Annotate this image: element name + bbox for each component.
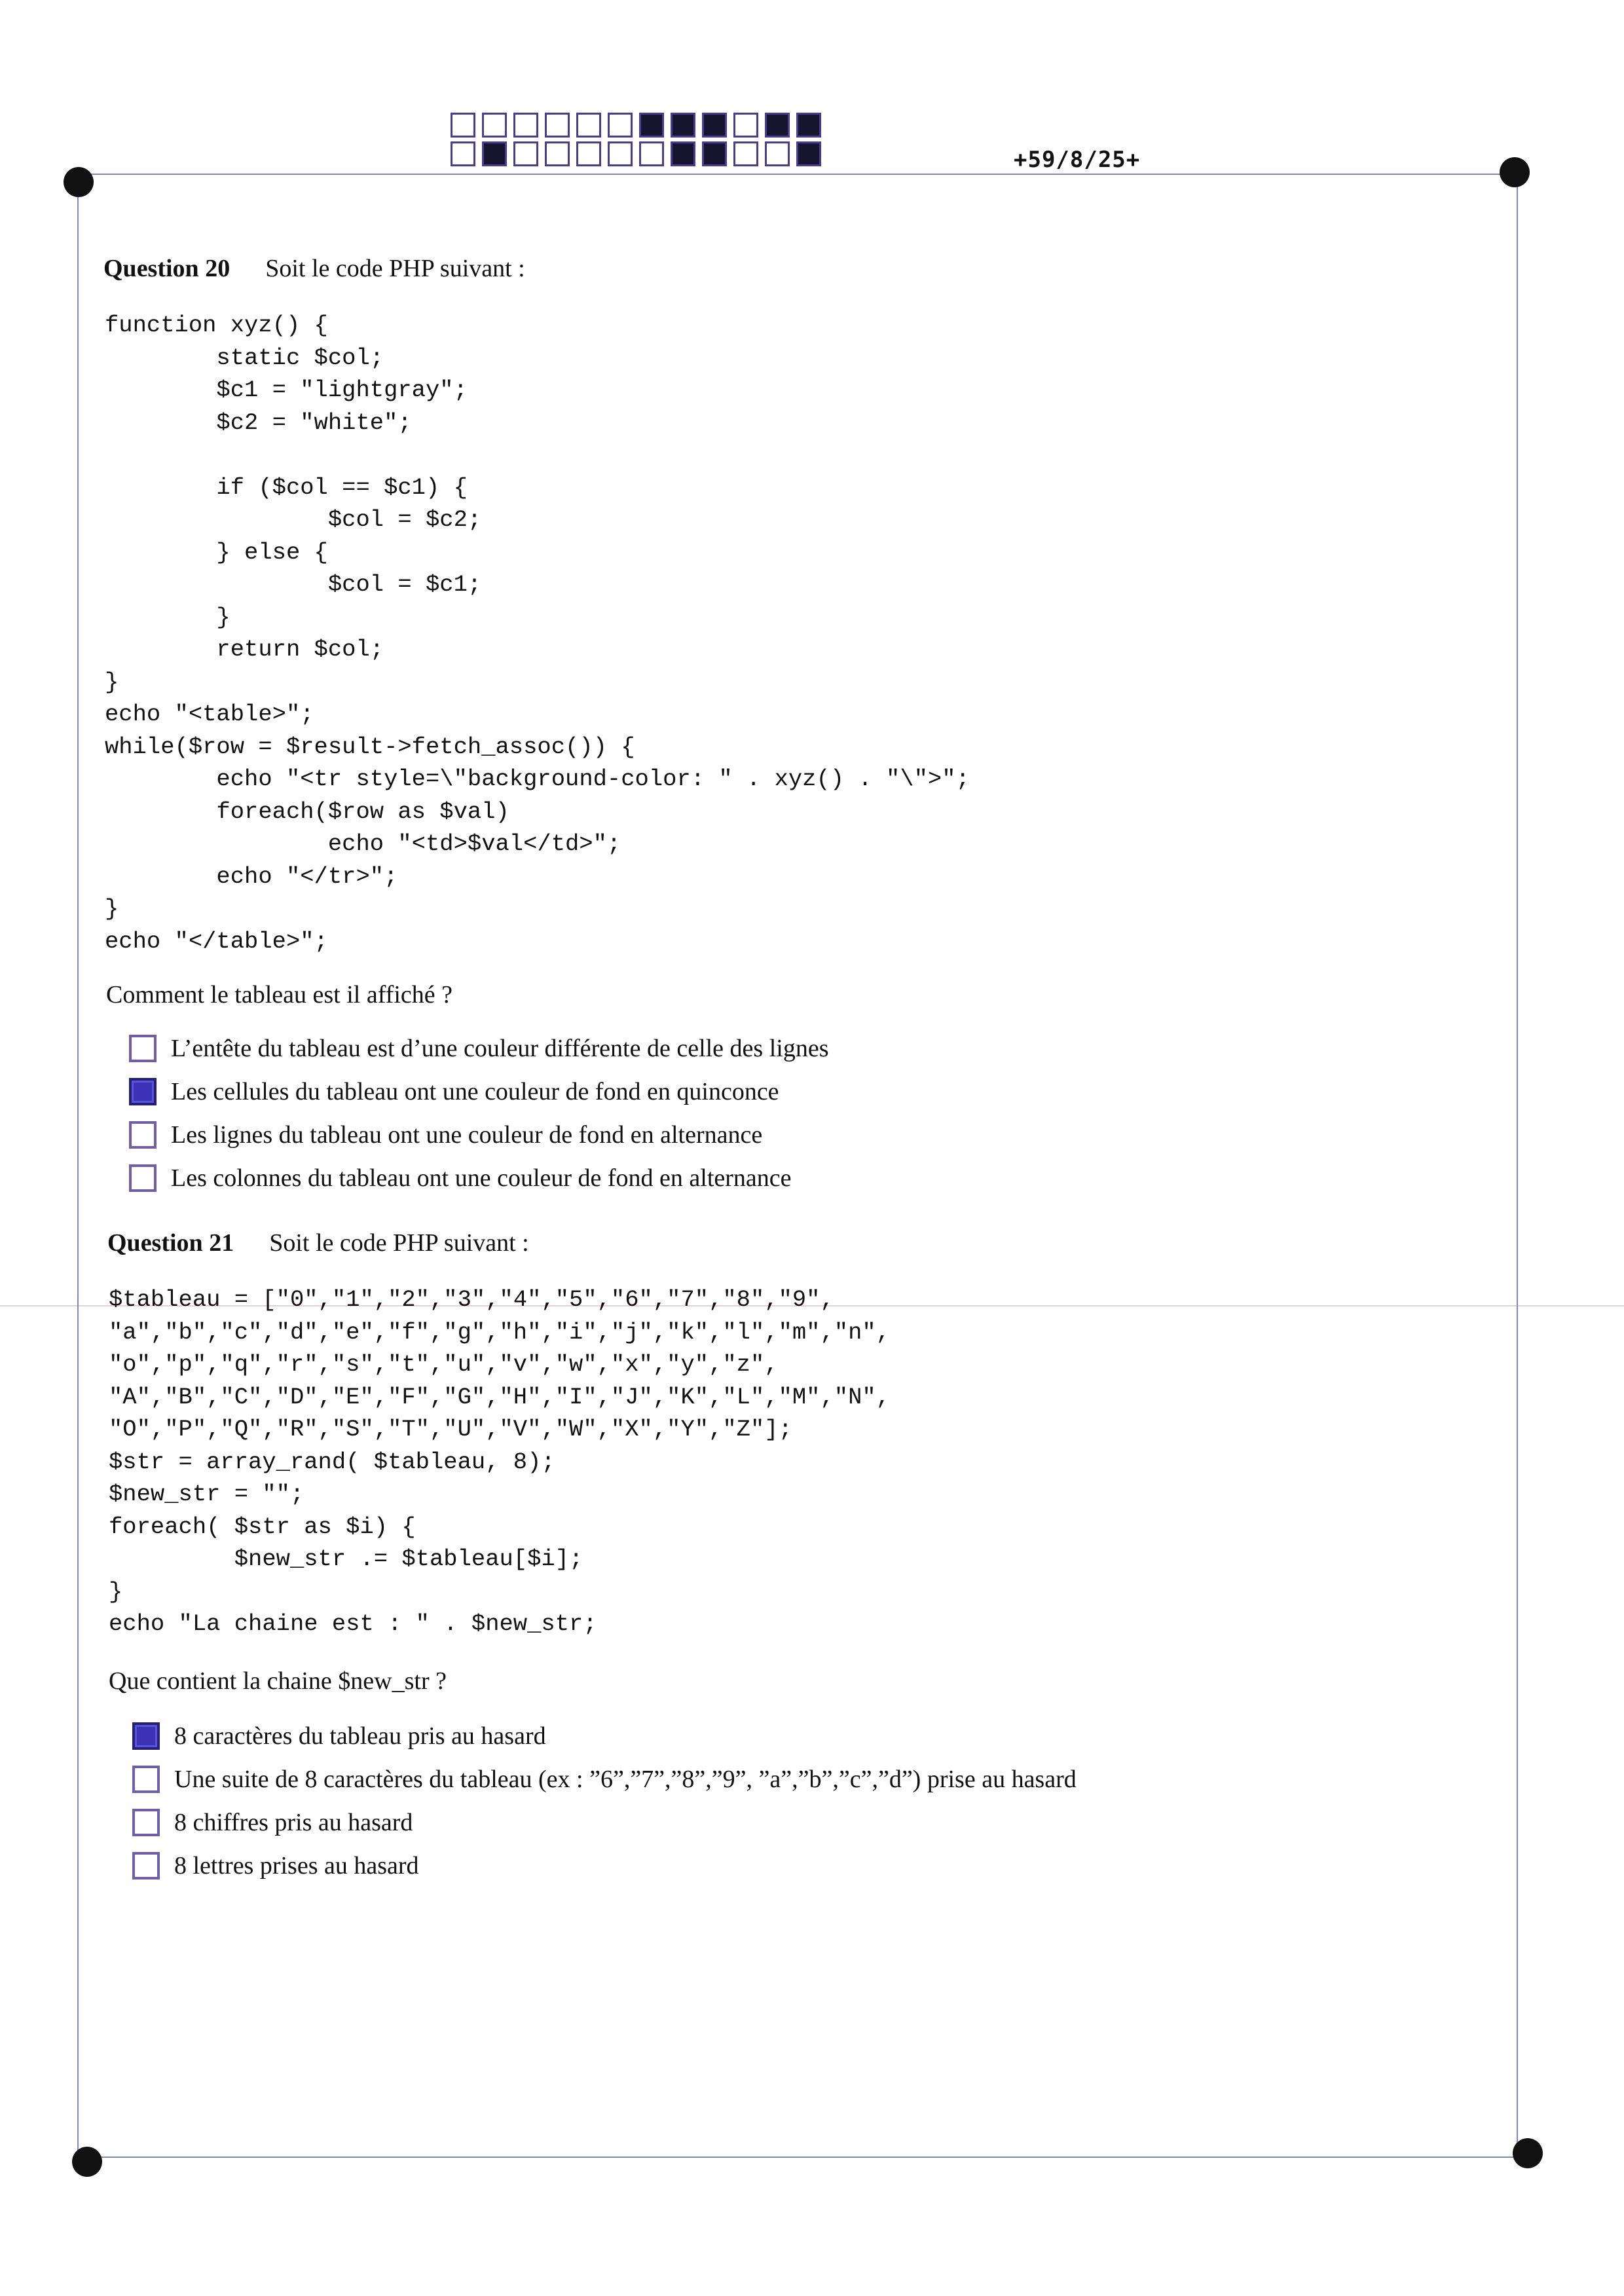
code-grid-cell [702,141,727,166]
corner-mark-top-left [64,167,94,197]
question-20-prompt: Comment le tableau est il affiché ? [106,981,452,1009]
answer-label: Les colonnes du tableau ont une couleur de fond en alternance [171,1164,792,1192]
answer-option[interactable] [129,1070,828,1113]
answer-label: Les cellules du tableau ont une couleur de fond en quinconce [171,1078,779,1105]
question-20-number: Question 20 [103,255,231,282]
question-20-intro: Soit le code PHP suivant : [265,255,525,282]
corner-mark-bottom-right [1513,2138,1543,2168]
code-grid-cell [608,141,633,166]
code-grid-cell [513,141,538,166]
code-grid-cell [608,113,633,138]
question-21-prompt: Que contient la chaine $new_str ? [109,1667,447,1695]
code-grid-cell [482,141,507,166]
page-id: +59/8/25+ [1014,147,1141,173]
code-grid-cell [733,141,758,166]
checkbox[interactable] [129,1035,157,1062]
question-21-intro: Soit le code PHP suivant : [269,1229,529,1257]
code-grid-cell [576,141,601,166]
question-21-answers [132,1714,1077,1887]
code-grid-cell [702,113,727,138]
checkbox[interactable] [132,1722,160,1750]
code-grid-cell [451,113,475,138]
question-20-code: function xyz() { static $col; $c1 = "lightgray"; $c2 = "white"; if ($col == $c1) { $col = $c2; } else { $col = $c1; } return $col; } echo "<table>"; while($row = $result->fetch_assoc()) { echo "<tr style=\"background-color: " . xyz() . "\">"; foreach($row as $val) echo "<td>$val</td>"; echo "</tr>"; } echo "</table>"; [105,312,970,955]
code-grid-cell [765,113,790,138]
code-grid-cell [545,113,570,138]
code-grid-cell [733,113,758,138]
checkbox[interactable] [132,1766,160,1793]
code-grid-cell [796,141,821,166]
code-grid-cell [671,113,695,138]
answer-option[interactable] [129,1027,828,1070]
checkbox[interactable] [132,1809,160,1836]
checkbox[interactable] [129,1078,157,1105]
question-21-code: $tableau = ["0","1","2","3","4","5","6","7","8","9", "a","b","c","d","e","f","g","h","i","j","k","l","m","n", "o","p","q","r","s","t","u","v","w","x","y","z", "A","B","C","D","E","F","G","H","I","J","K","L","M","N", "O","P","Q","R","S","T","U","V","W","X","Y","Z"]; $str = array_rand( $tableau, 8); $new_str = ""; foreach( $str as $i) { $new_str .= $tableau[$i]; } echo "La chaine est : " . $new_str; [109,1286,890,1637]
answer-option[interactable] [132,1801,1077,1844]
answer-option[interactable] [132,1758,1077,1801]
answer-label: 8 caractères du tableau pris au hasard [174,1722,546,1750]
answer-label: 8 chiffres pris au hasard [174,1809,413,1836]
code-grid-cell [639,113,664,138]
answer-option[interactable] [129,1113,828,1157]
answer-label: 8 lettres prises au hasard [174,1852,419,1879]
answer-label: L’entête du tableau est d’une couleur différente de celle des lignes [171,1035,829,1062]
checkbox[interactable] [129,1164,157,1192]
corner-mark-top-right [1500,157,1530,187]
binary-code-grid [451,113,821,166]
answer-label: Une suite de 8 caractères du tableau (ex : ”6”,”7”,”8”,”9”, ”a”,”b”,”c”,”d”) prise au hasard [174,1766,1077,1793]
answer-option[interactable] [129,1157,828,1200]
checkbox[interactable] [132,1852,160,1879]
question-21-title [107,1229,529,1257]
code-grid-cell [765,141,790,166]
code-grid-cell [545,141,570,166]
question-20-title [103,254,525,283]
code-grid-cell [576,113,601,138]
answer-option[interactable] [132,1714,1077,1758]
code-grid-cell [451,141,475,166]
answer-label: Les lignes du tableau ont une couleur de fond en alternance [171,1121,763,1149]
corner-mark-bottom-left [72,2147,102,2177]
code-grid-cell [796,113,821,138]
checkbox[interactable] [129,1121,157,1149]
code-grid-cell [513,113,538,138]
question-20-answers [129,1027,828,1200]
code-grid-cell [482,113,507,138]
code-grid-cell [671,141,695,166]
question-21-number: Question 21 [107,1229,234,1257]
answer-option[interactable] [132,1844,1077,1887]
code-grid-cell [639,141,664,166]
